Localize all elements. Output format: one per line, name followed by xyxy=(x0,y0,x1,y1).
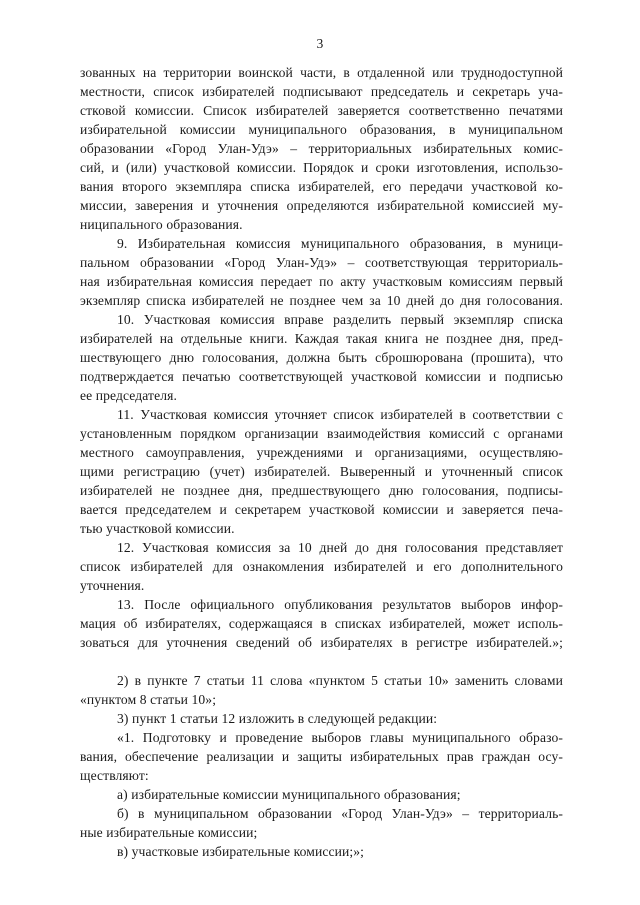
page-number: 3 xyxy=(316,36,324,51)
text-line: «1. Подготовку и проведение выборов главы муниципального образо- xyxy=(117,730,563,745)
text-line: «пунктом 8 статьи 10»; xyxy=(80,692,217,707)
text-line: 11. Участковая комиссия уточняет список избирателей в соответствии с xyxy=(117,407,563,422)
text-line: избирателей не позднее дня, предшествующего дню голосования, подписы- xyxy=(80,483,563,498)
text-line: образовании «Город Улан-Удэ» – территориальных избирательных комис- xyxy=(80,141,563,156)
text-line: подтверждается печатью соответствующей участковой комиссии и подписью xyxy=(80,369,563,384)
text-line: 9. Избирательная комиссия муниципального образования, в муници- xyxy=(117,236,563,251)
text-line: ные избирательные комиссии; xyxy=(80,825,258,840)
text-line: ная избирательная комиссия передает по акту участковым комиссиям первый xyxy=(80,274,563,289)
text-line: миссии, заверения и уточнения определяются избирательной комиссией му- xyxy=(80,198,563,213)
text-line: б) в муниципальном образовании «Город Улан-Удэ» – территориаль- xyxy=(117,806,563,821)
text-line: мация об избирателях, содержащаяся в списках избирателей, может исполь- xyxy=(80,616,563,631)
text-line: щими регистрацию (учет) избирателей. Выверенный и уточненный список xyxy=(80,464,563,479)
text-line: вания второго экземпляра списка избирателей, его передачи участковой ко- xyxy=(80,179,563,194)
text-line: зованных на территории воинской части, в отдаленной или труднодоступной xyxy=(80,65,563,80)
text-line: тью участковой комиссии. xyxy=(80,521,235,536)
text-line: 10. Участковая комиссия вправе разделить первый экземпляр списка xyxy=(117,312,563,327)
text-line: уточнения. xyxy=(80,578,145,593)
text-line: избирателей на отдельные книги. Каждая такая книга не позднее дня, пред- xyxy=(80,331,563,346)
text-line: вается председателем и секретарем участковой комиссии и заверяется печа- xyxy=(80,502,563,517)
text-line: в) участковые избирательные комиссии;»; xyxy=(117,844,364,859)
text-line: 2) в пункте 7 статьи 11 слова «пунктом 5 статьи 10» заменить словами xyxy=(117,673,563,688)
text-line: 13. После официального опубликования результатов выборов инфор- xyxy=(117,597,563,612)
text-line: стковой комиссии. Список избирателей заверяется соответственно печатями xyxy=(80,103,563,118)
text-line: местного самоуправления, учреждениями и организациями, осуществляю- xyxy=(80,445,563,460)
text-line: экземпляр списка избирателей не позднее чем за 10 дней до дня голосования. xyxy=(80,293,563,308)
text-line: 3) пункт 1 статьи 12 изложить в следующей редакции: xyxy=(117,711,438,726)
text-line: местности, список избирателей подписывают председатель и секретарь уча- xyxy=(80,84,563,99)
text-line: пальном образовании «Город Улан-Удэ» – соответствующая территориаль- xyxy=(80,255,563,270)
text-line: список избирателей для ознакомления избирателей и его дополнительного xyxy=(80,559,563,574)
text-line: шествующего дню голосования, должна быть сброшюрована (прошита), что xyxy=(80,350,563,365)
text-line: сий, и (или) участковой комиссии. Порядок и сроки изготовления, использо- xyxy=(80,160,563,175)
text-line: 12. Участковая комиссия за 10 дней до дня голосования представляет xyxy=(117,540,563,555)
text-line: ниципального образования. xyxy=(80,217,243,232)
text-line: ществляют: xyxy=(80,768,149,783)
text-line: установленным порядком организации взаимодействия комиссий с органами xyxy=(80,426,563,441)
text-line: ее председателя. xyxy=(80,388,177,403)
text-line: зоваться для уточнения сведений об избирателях в регистре избирателей.»; xyxy=(80,635,563,650)
text-line: избирательной комиссии муниципального образования, в муниципальном xyxy=(80,122,563,137)
text-line: а) избирательные комиссии муниципального образования; xyxy=(117,787,461,802)
text-line: вания, обеспечение реализации и защиты избирательных прав граждан осу- xyxy=(80,749,563,764)
